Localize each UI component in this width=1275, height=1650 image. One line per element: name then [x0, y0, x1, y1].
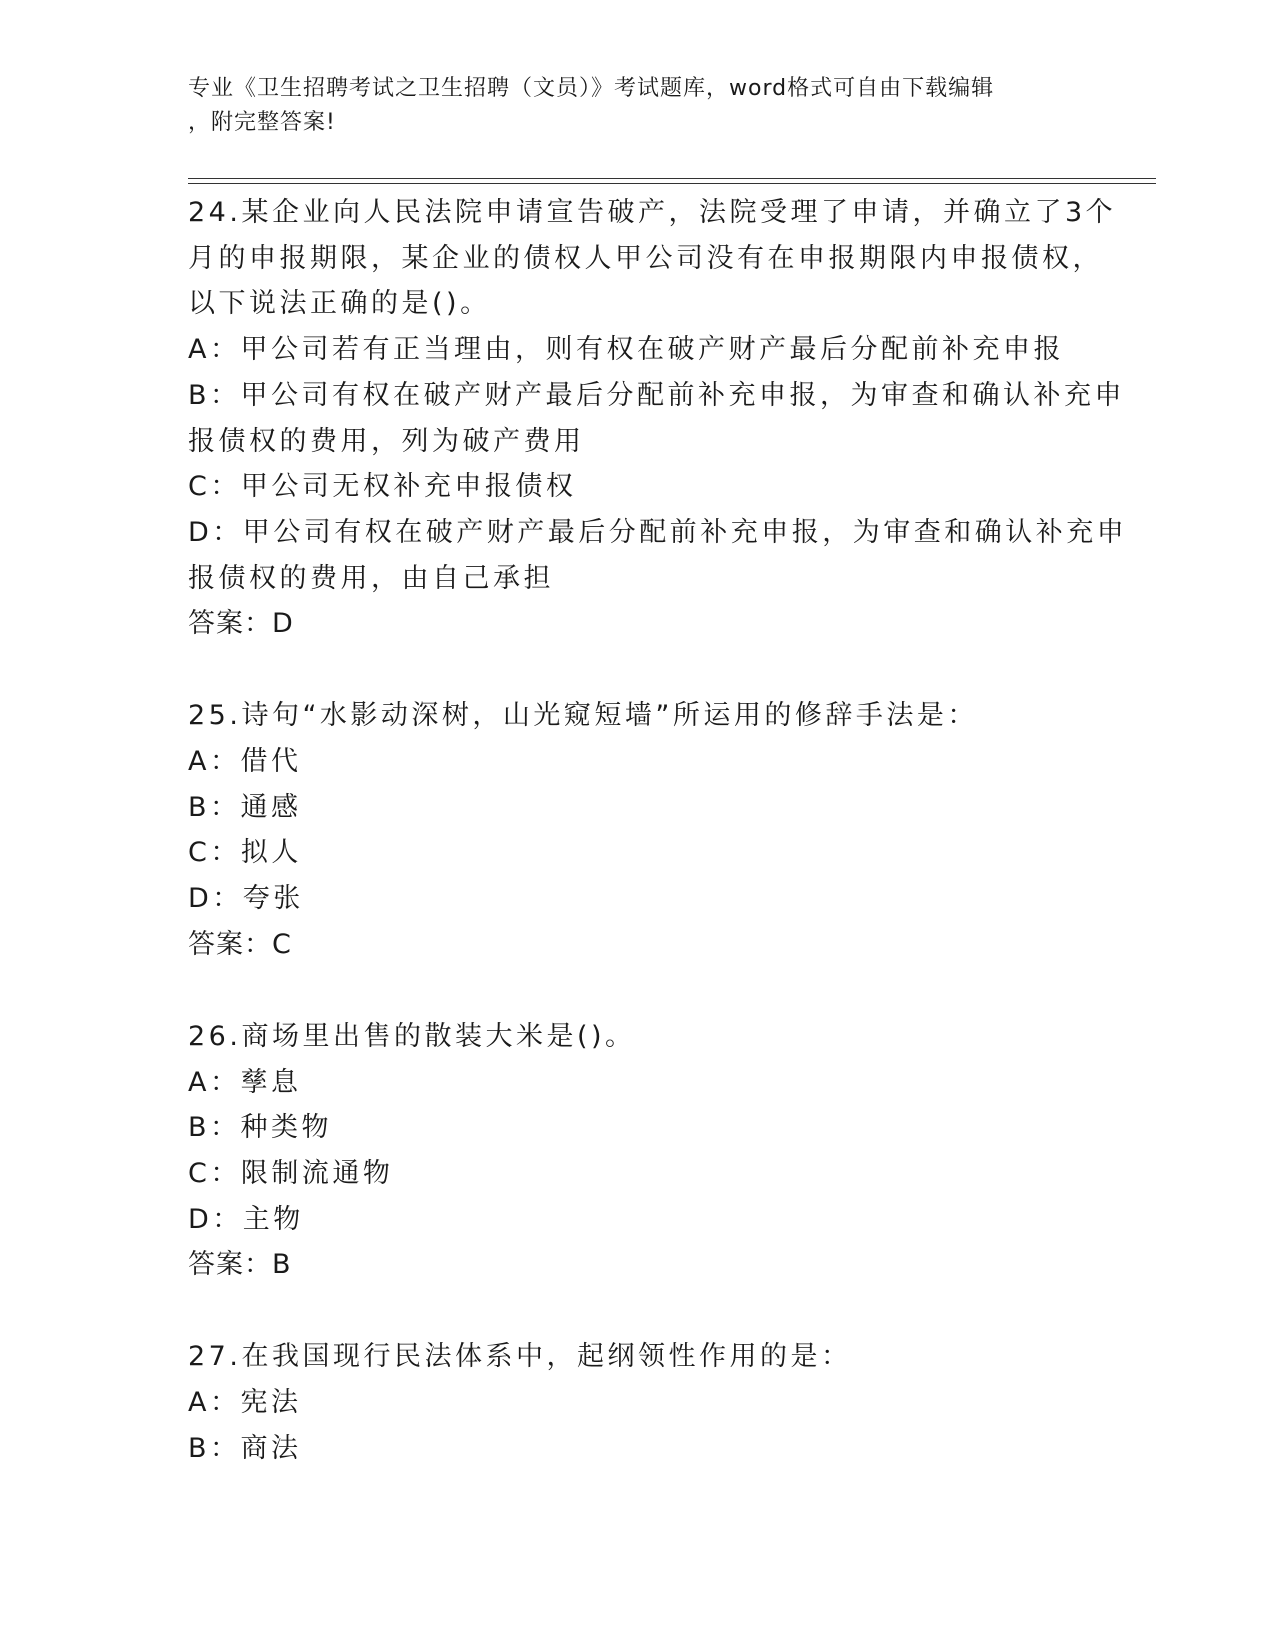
option-c: C：限制流通物: [188, 1157, 394, 1189]
question-text-line: 月的申报期限，某企业的债权人甲公司没有在申报期限内申报债权，: [188, 242, 1103, 274]
question-list: [188, 190, 1128, 1517]
question-text-line: 以下说法正确的是()。: [188, 288, 491, 320]
header-divider-bottom: [188, 183, 1156, 184]
question-text-line: 26.商场里出售的散装大米是()。: [188, 1020, 636, 1052]
question-24: [188, 190, 1128, 647]
option-d: D：夸张: [188, 883, 304, 915]
option-d: D：甲公司有权在破产财产最后分配前补充申报，为审查和确认补充申: [188, 516, 1128, 548]
answer-label: 答案：D: [188, 608, 294, 640]
option-b: B：种类物: [188, 1112, 333, 1144]
option-a: A：借代: [188, 746, 302, 778]
option-b: B：商法: [188, 1432, 302, 1464]
question-26: [188, 1014, 1088, 1289]
question-text-line: 24.某企业向人民法院申请宣告破产，法院受理了申请，并确立了3个: [188, 197, 1117, 228]
header-line-2: ，附完整答案!: [188, 110, 336, 135]
question-27: [188, 1334, 1088, 1471]
question-text-line: 25.诗句“水影动深树，山光窥短墙”所运用的修辞手法是：: [188, 700, 978, 732]
header-line-1: 专业《卫生招聘考试之卫生招聘（文员）》考试题库，word格式可自由下载编辑: [188, 76, 995, 101]
option-a: A：甲公司若有正当理由，则有权在破产财产最后分配前补充申报: [188, 334, 1064, 366]
document-header: [188, 72, 1088, 140]
option-a: A：宪法: [188, 1387, 302, 1419]
option-b: B：甲公司有权在破产财产最后分配前补充申报，为审查和确认补充申: [188, 379, 1126, 411]
option-d-continued: 报债权的费用，由自己承担: [188, 562, 554, 594]
option-c: C：甲公司无权补充申报债权: [188, 471, 577, 503]
option-a: A：孳息: [188, 1066, 302, 1098]
option-b-continued: 报债权的费用，列为破产费用: [188, 425, 585, 457]
answer-label: 答案：C: [188, 928, 292, 960]
answer-label: 答案：B: [188, 1249, 292, 1281]
option-b: B：通感: [188, 791, 302, 823]
question-text-line: 27.在我国现行民法体系中，起纲领性作用的是：: [188, 1341, 852, 1373]
question-25: [188, 693, 1088, 968]
option-c: C：拟人: [188, 837, 302, 869]
option-d: D：主物: [188, 1203, 304, 1235]
header-divider-top: [188, 178, 1156, 179]
